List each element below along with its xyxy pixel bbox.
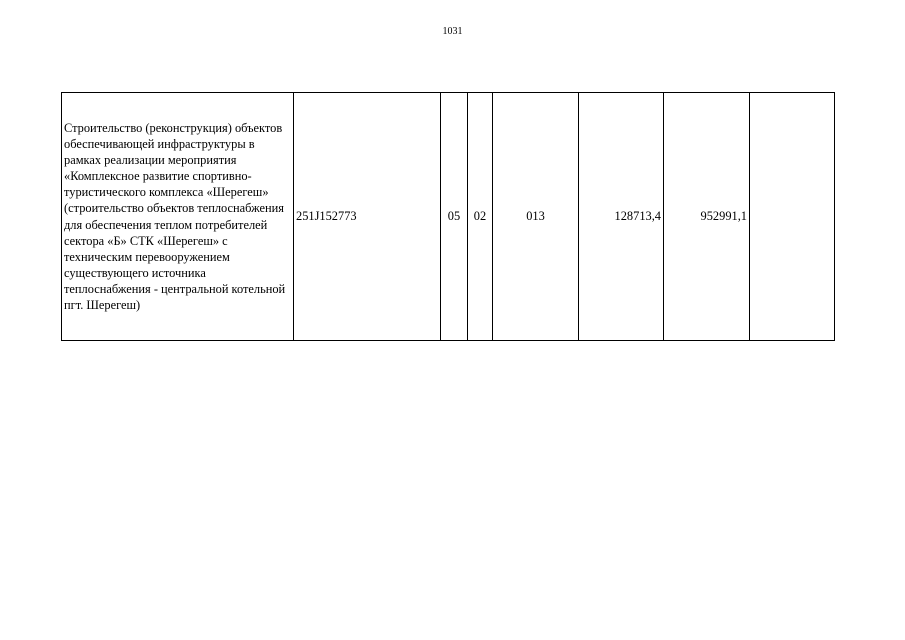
cell-amount-1: 128713,4: [579, 93, 664, 341]
cell-subsection: 02: [468, 93, 493, 341]
cell-object-name: Строительство (реконструкция) объектов обеспечивающей инфраструктуры в рамках реализации мероприятия «Комплексное развитие спортивно-туристического комплекса «Шерегеш» (строительство объектов теплоснабжения для обеспечения теплом потребителей сектора «Б» СТК «Шерегеш» с техническим перевооружением существующего источника теплоснабжения - центральной котельной пгт. Шерегеш): [62, 93, 294, 341]
cell-expense-type: 013: [493, 93, 579, 341]
cell-target-code: 251J152773: [294, 93, 441, 341]
table-row: [62, 93, 835, 341]
budget-table: [61, 92, 835, 341]
cell-amount-3: [750, 93, 835, 341]
cell-amount-2: 952991,1: [664, 93, 750, 341]
cell-section: 05: [441, 93, 468, 341]
page-number: 1031: [442, 26, 463, 37]
